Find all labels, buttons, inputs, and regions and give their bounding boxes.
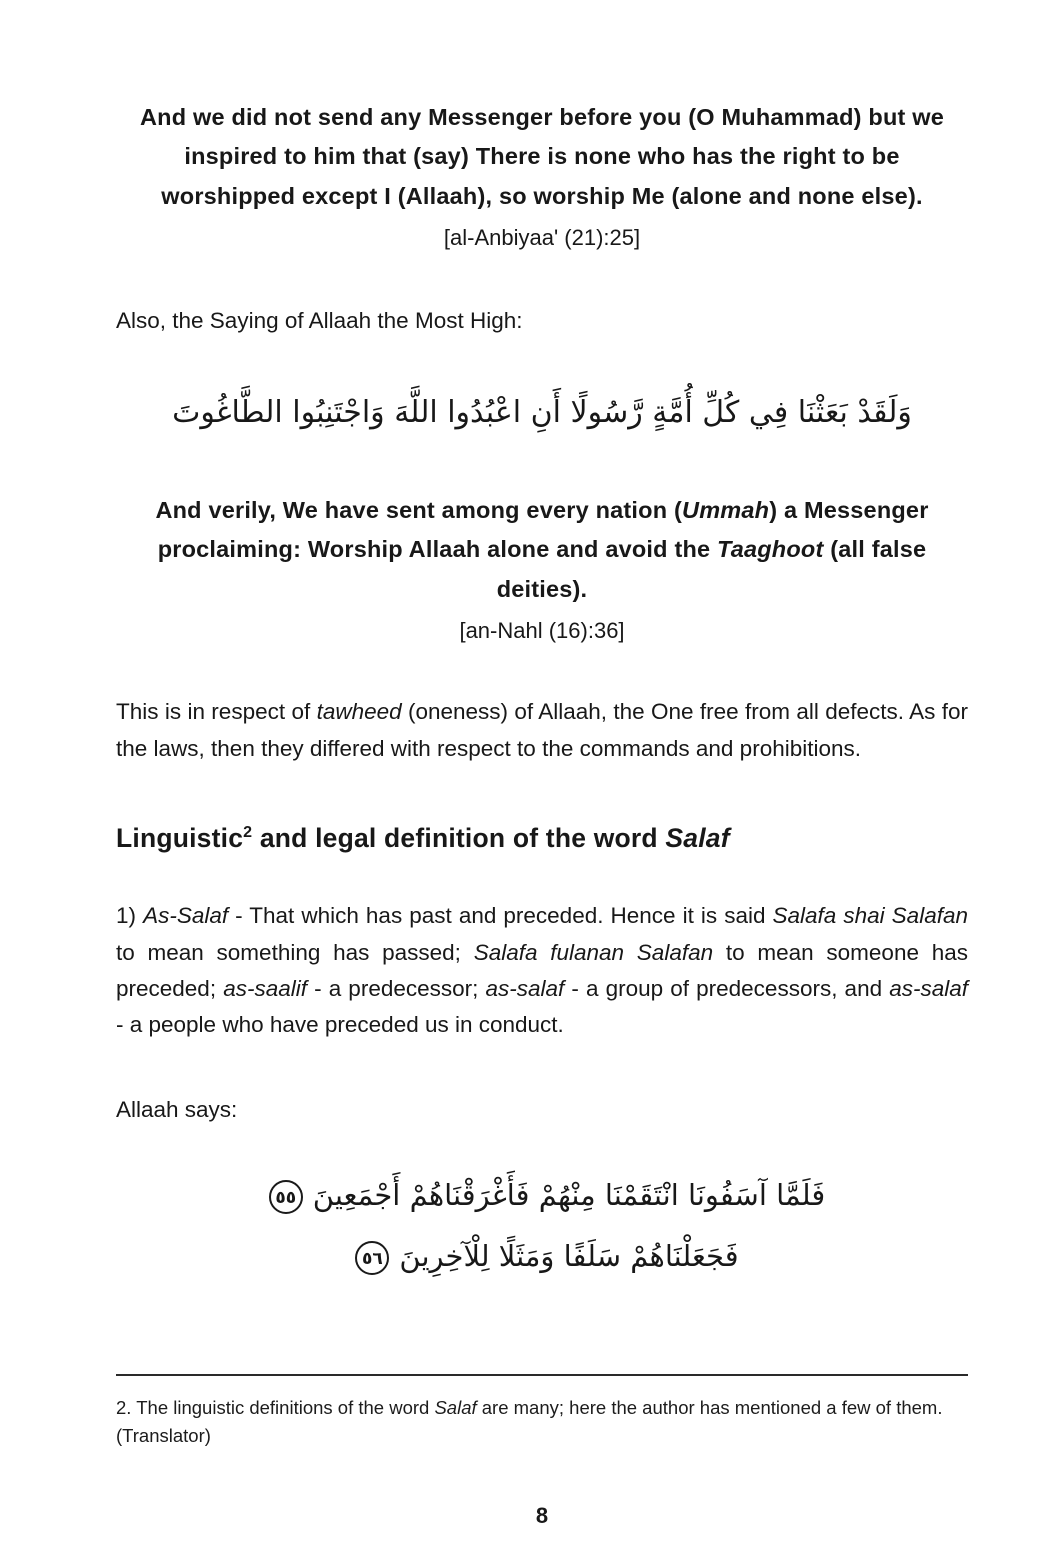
heading-text: and legal definition of the word bbox=[252, 823, 666, 854]
paragraph-text: - a people who have preceded us in conduct. bbox=[116, 1012, 564, 1038]
paragraph-definition bbox=[116, 898, 968, 1044]
footnote-text: 2. The linguistic definitions of the word bbox=[116, 1396, 435, 1418]
saying-intro: Also, the Saying of Allaah the Most High: bbox=[116, 308, 523, 334]
term-salafa-shai: Salafa shai Salafan bbox=[772, 903, 968, 929]
footnote bbox=[116, 1394, 968, 1451]
verse-text: فَجَعَلْنَاهُمْ سَلَفًا وَمَثَلًا لِلْآخِرِينَ bbox=[399, 1239, 739, 1274]
quote-term-ummah: Ummah bbox=[682, 496, 770, 523]
paragraph-text: This is in respect of bbox=[116, 699, 317, 725]
verse-number-badge-56: ٥٦ bbox=[355, 1241, 389, 1275]
term-as-salaf-2: as-salaf bbox=[485, 976, 565, 1001]
arabic-verses-zukhruf bbox=[116, 1162, 968, 1290]
term-as-salaf: As-Salaf bbox=[143, 903, 229, 929]
quran-quote-nahl bbox=[116, 491, 968, 609]
paragraph-text: (oneness) of Allaah, the One free from all defects. As for the laws, then they differed with respect to the commands and prohibitions. bbox=[116, 699, 968, 761]
paragraph-text: - a group of predecessors, and bbox=[564, 976, 890, 1001]
quran-quote-anbiyaa: And we did not send any Messenger before you (O Muhammad) but we inspired to him that (say) There is none who has the right to be worshipped except I (Allaah), so worship Me (alone and none else). bbox=[139, 104, 945, 209]
paragraph-text: 1) bbox=[116, 903, 144, 929]
quote-text: ) a Messenger proclaiming: Worship Allaah alone and avoid the bbox=[157, 496, 929, 563]
quote-text: And verily, We have sent among every nation ( bbox=[155, 496, 683, 523]
quote-text: (all false deities). bbox=[496, 536, 927, 602]
verse-text: فَلَمَّا آسَفُونَا انْتَقَمْنَا مِنْهُمْ فَأَغْرَقْنَاهُمْ أَجْمَعِينَ bbox=[312, 1178, 826, 1213]
footnote-marker: 2 bbox=[243, 824, 253, 842]
term-tawheed: tawheed bbox=[316, 699, 402, 725]
footnote-term-salaf: Salaf bbox=[434, 1396, 477, 1418]
arabic-verse-56 bbox=[116, 1229, 968, 1284]
footnote-divider bbox=[116, 1374, 968, 1376]
arabic-verse-55 bbox=[116, 1168, 968, 1223]
heading-term-salaf: Salaf bbox=[665, 823, 730, 854]
section-heading bbox=[116, 823, 968, 854]
paragraph-text: - That which has past and preceded. Hence it is said bbox=[228, 903, 773, 929]
paragraph-text: to mean something has passed; bbox=[116, 939, 474, 965]
citation-nahl: [an-Nahl (16):36] bbox=[459, 618, 625, 644]
footnote-text: are many; here the author has mentioned a few of them. (Translator) bbox=[116, 1396, 943, 1447]
footnote-block bbox=[116, 1374, 968, 1543]
verse-number-badge-55: ٥٥ bbox=[269, 1180, 303, 1214]
term-as-saalif: as-saalif bbox=[223, 976, 307, 1001]
page-number: 8 bbox=[535, 1503, 549, 1528]
paragraph-tawheed bbox=[116, 694, 968, 767]
citation-anbiyaa: [al-Anbiyaa' (21):25] bbox=[443, 225, 641, 251]
term-as-salaf-3: as-salaf bbox=[889, 976, 968, 1001]
heading-text: Linguistic bbox=[116, 823, 244, 854]
paragraph-text: - a predecessor; bbox=[306, 976, 486, 1001]
arabic-verse-nahl: وَلَقَدْ بَعَثْنَا فِي كُلِّ أُمَّةٍ رَّسُولًا أَنِ اعْبُدُوا اللَّهَ وَاجْتَنِبُوا الطَّاغُوتَ bbox=[172, 394, 912, 430]
quote-term-taaghoot: Taaghoot bbox=[717, 536, 824, 563]
allaah-says-label: Allaah says: bbox=[116, 1096, 238, 1122]
term-salafa-fulanan: Salafa fulanan Salafan bbox=[473, 939, 714, 965]
paragraph-text: to mean someone has preceded; bbox=[116, 939, 969, 1001]
